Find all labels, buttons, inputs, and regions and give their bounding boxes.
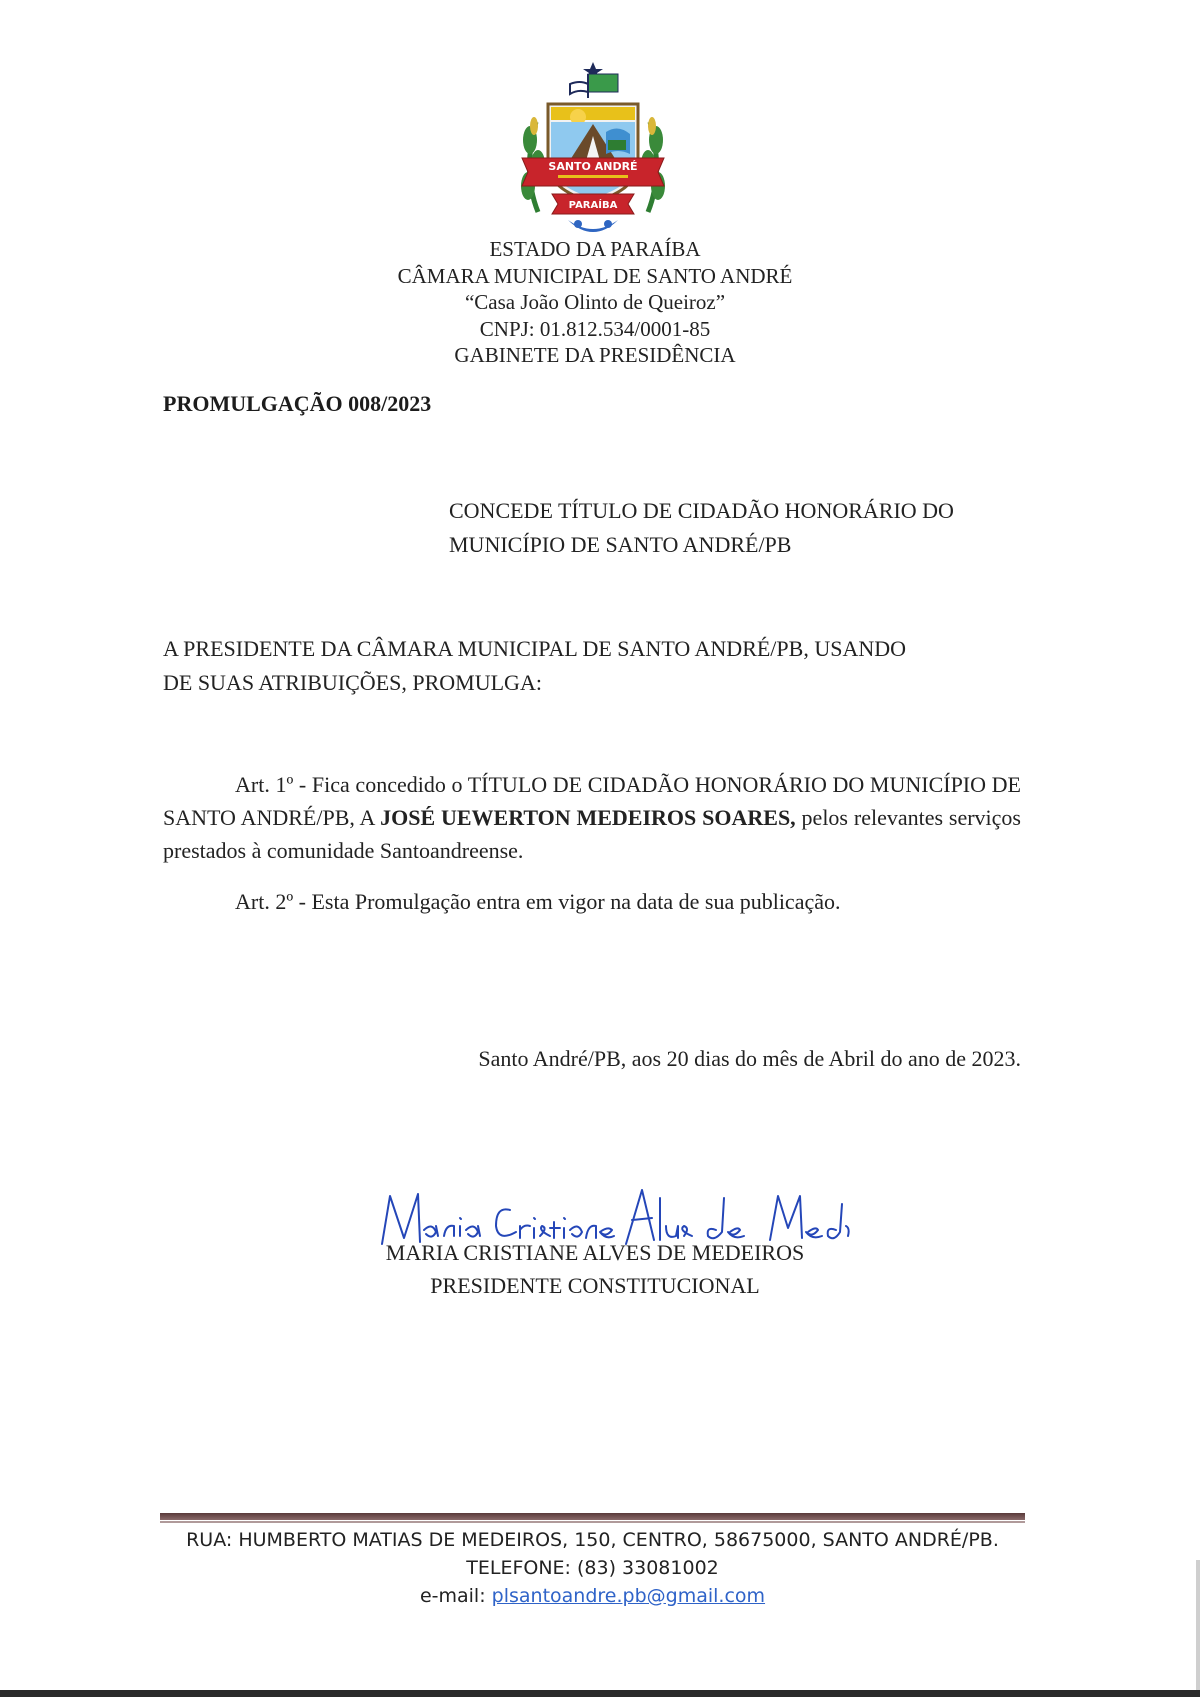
municipal-coat-of-arms — [508, 62, 678, 238]
signer-name: MARIA CRISTIANE ALVES DE MEDEIROS — [385, 1240, 805, 1265]
ementa-line: CONCEDE TÍTULO DE CIDADÃO HONORÁRIO DO — [449, 498, 954, 523]
footer-email-label: e-mail: — [419, 1585, 486, 1607]
footer-phone: TELEFONE: (83) 33081002 — [466, 1557, 719, 1579]
crest-banner-bottom-text: PARAÍBA — [568, 200, 618, 211]
header-office: GABINETE DA PRESIDÊNCIA — [454, 343, 736, 367]
article-1-text: Art. 1º - Fica concedido o TÍTULO DE CIDADÃO HONORÁRIO DO MUNICÍPIO DE SANTO ANDRÉ/PB, A — [163, 772, 1021, 830]
footer-divider-thin — [160, 1521, 1025, 1523]
scan-edge-bottom — [0, 1690, 1200, 1697]
ementa — [449, 494, 1029, 562]
footer-email-link[interactable]: plsantoandre.pb@gmail.com — [491, 1585, 766, 1607]
ementa-line: MUNICÍPIO DE SANTO ANDRÉ/PB — [449, 532, 792, 557]
signer-block — [300, 1236, 890, 1302]
footer-email-row — [140, 1582, 1045, 1610]
footer-divider — [160, 1513, 1025, 1520]
article-1 — [163, 768, 1021, 867]
preamble-line: DE SUAS ATRIBUIÇÕES, PROMULGA: — [163, 670, 542, 695]
document-number: PROMULGAÇÃO 008/2023 — [163, 391, 432, 416]
signer-title: PRESIDENTE CONSTITUCIONAL — [430, 1273, 760, 1298]
header-state: ESTADO DA PARAÍBA — [489, 237, 701, 261]
article-2: Art. 2º - Esta Promulgação entra em vigor na data de sua publicação. — [235, 889, 841, 914]
article-1-text-end: pelos relevantes serviços prestados à comunidade Santoandreense. — [163, 805, 1021, 863]
header-chamber: CÂMARA MUNICIPAL DE SANTO ANDRÉ — [397, 263, 793, 288]
preamble — [163, 632, 1023, 700]
footer — [140, 1526, 1045, 1610]
dateline: Santo André/PB, aos 20 dias do mês de Abril do ano de 2023. — [478, 1046, 1021, 1071]
header-cnpj: CNPJ: 01.812.534/0001-85 — [479, 316, 711, 341]
honoree-name: JOSÉ UEWERTON MEDEIROS SOARES, — [380, 805, 796, 830]
institution-header — [300, 236, 890, 369]
articles — [163, 768, 1021, 918]
header-house-name: “Casa João Olinto de Queiroz” — [464, 290, 726, 314]
footer-address: RUA: HUMBERTO MATIAS DE MEDEIROS, 150, CENTRO, 58675000, SANTO ANDRÉ/PB. — [186, 1529, 999, 1551]
scan-edge-right — [1196, 1560, 1200, 1697]
crest-banner-top-text: SANTO ANDRÉ — [548, 160, 638, 173]
preamble-line: A PRESIDENTE DA CÂMARA MUNICIPAL DE SANTO ANDRÉ/PB, USANDO — [163, 636, 907, 661]
